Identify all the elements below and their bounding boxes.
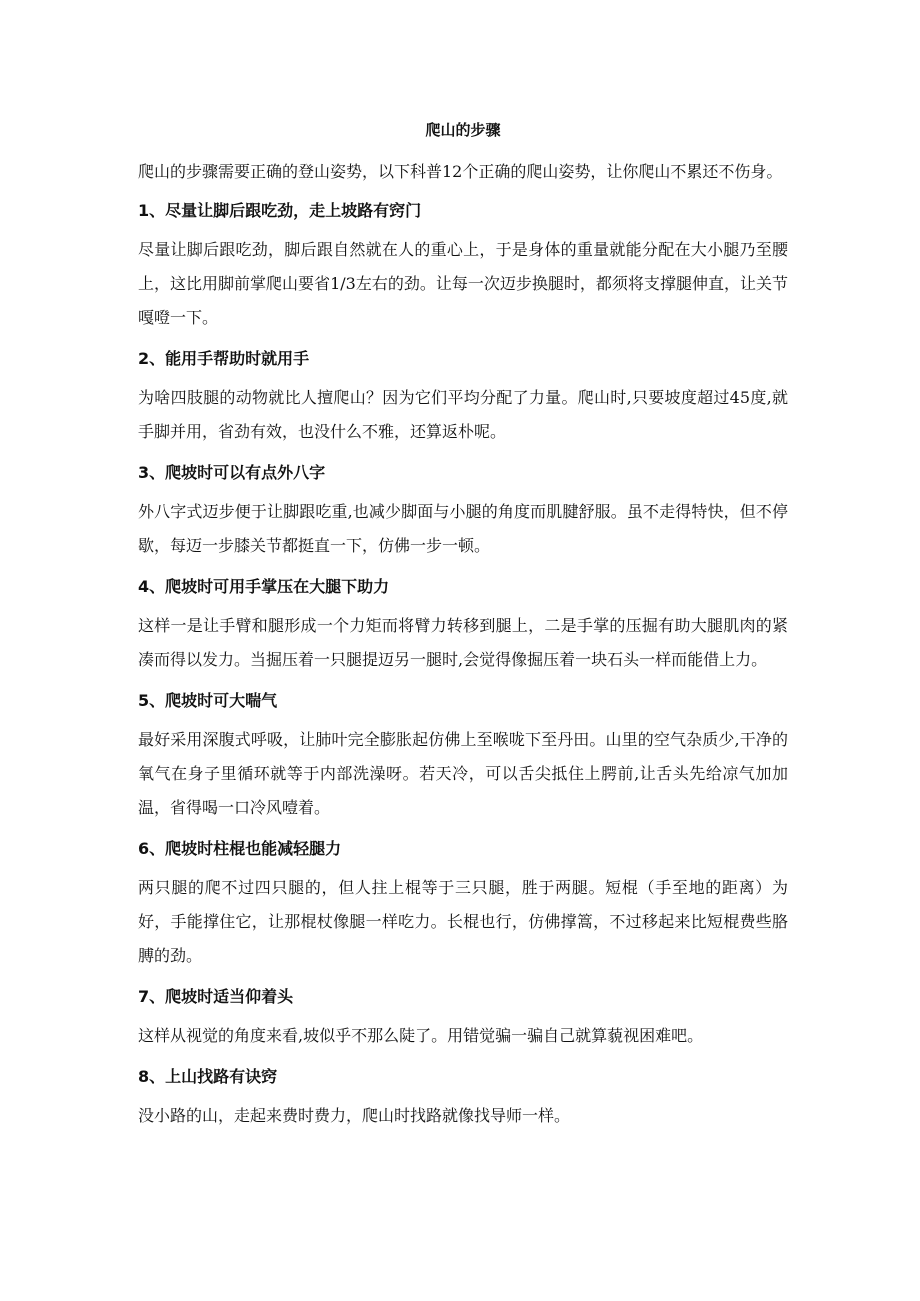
section-body: 尽量让脚后跟吃劲，脚后跟自然就在人的重心上，于是身体的重量就能分配在大小腿乃至腰上，这比用脚前掌爬山要省1/3左右的劲。让每一次迈步换腿时，都须将支撑腿伸直，让关节嘎噔一下。 (138, 240, 788, 327)
section-4 (138, 571, 788, 677)
section-heading: 1、尽量让脚后跟吃劲，走上坡路有窍门 (138, 201, 422, 220)
section-heading: 5、爬坡时可大喘气 (138, 691, 278, 710)
section-7 (138, 981, 788, 1053)
section-body: 两只腿的爬不过四只腿的，但人拄上棍等于三只腿，胜于两腿。短棍（手至地的距离）为好，手能撑住它，让那棍杖像腿一样吃力。长棍也行，仿佛撑篙，不过移起来比短棍费些胳膊的劲。 (138, 878, 788, 965)
document-content (138, 118, 788, 1139)
section-heading: 6、爬坡时柱棍也能减轻腿力 (138, 839, 342, 858)
section-body: 外八字式迈步便于让脚跟吃重,也减少脚面与小腿的角度而肌腱舒服。虽不走得特快，但不停歇，每迈一步膝关节都挺直一下，仿佛一步一顿。 (138, 502, 788, 555)
section-heading: 4、爬坡时可用手掌压在大腿下助力 (138, 577, 390, 596)
section-heading: 7、爬坡时适当仰着头 (138, 987, 294, 1006)
section-body: 最好采用深腹式呼吸，让肺叶完全膨胀起仿佛上至喉咙下至丹田。山里的空气杂质少,干净的氧气在身子里循环就等于内部洗澡呀。若天冷，可以舌尖抵住上腭前,让舌头先给凉气加加温，省得喝一口冷风噎着。 (138, 730, 788, 817)
section-body: 为啥四肢腿的动物就比人擅爬山？因为它们平均分配了力量。爬山时,只要坡度超过45度,就手脚并用，省劲有效，也没什么不雅，还算返朴呢。 (138, 388, 788, 441)
section-body: 没小路的山，走起来费时费力，爬山时找路就像找导师一样。 (138, 1106, 571, 1125)
section-body: 这样从视觉的角度来看,坡似乎不那么陡了。用错觉骗一骗自己就算藐视困难吧。 (138, 1026, 704, 1045)
section-heading: 3、爬坡时可以有点外八字 (138, 463, 326, 482)
section-8 (138, 1061, 788, 1133)
section-1 (138, 195, 788, 335)
page-title: 爬山的步骤 (425, 121, 501, 139)
section-5 (138, 685, 788, 825)
intro-paragraph: 爬山的步骤需要正确的登山姿势，以下科普12个正确的爬山姿势，让你爬山不累还不伤身。 (138, 162, 783, 181)
section-2 (138, 343, 788, 449)
section-6 (138, 833, 788, 973)
section-heading: 2、能用手帮助时就用手 (138, 349, 310, 368)
section-body: 这样一是让手臂和腿形成一个力矩而将臂力转移到腿上，二是手掌的压掘有助大腿肌肉的紧凑而得以发力。当掘压着一只腿提迈另一腿时,会觉得像掘压着一块石头一样而能借上力。 (138, 616, 788, 669)
section-heading: 8、上山找路有诀窍 (138, 1067, 278, 1086)
section-3 (138, 457, 788, 563)
